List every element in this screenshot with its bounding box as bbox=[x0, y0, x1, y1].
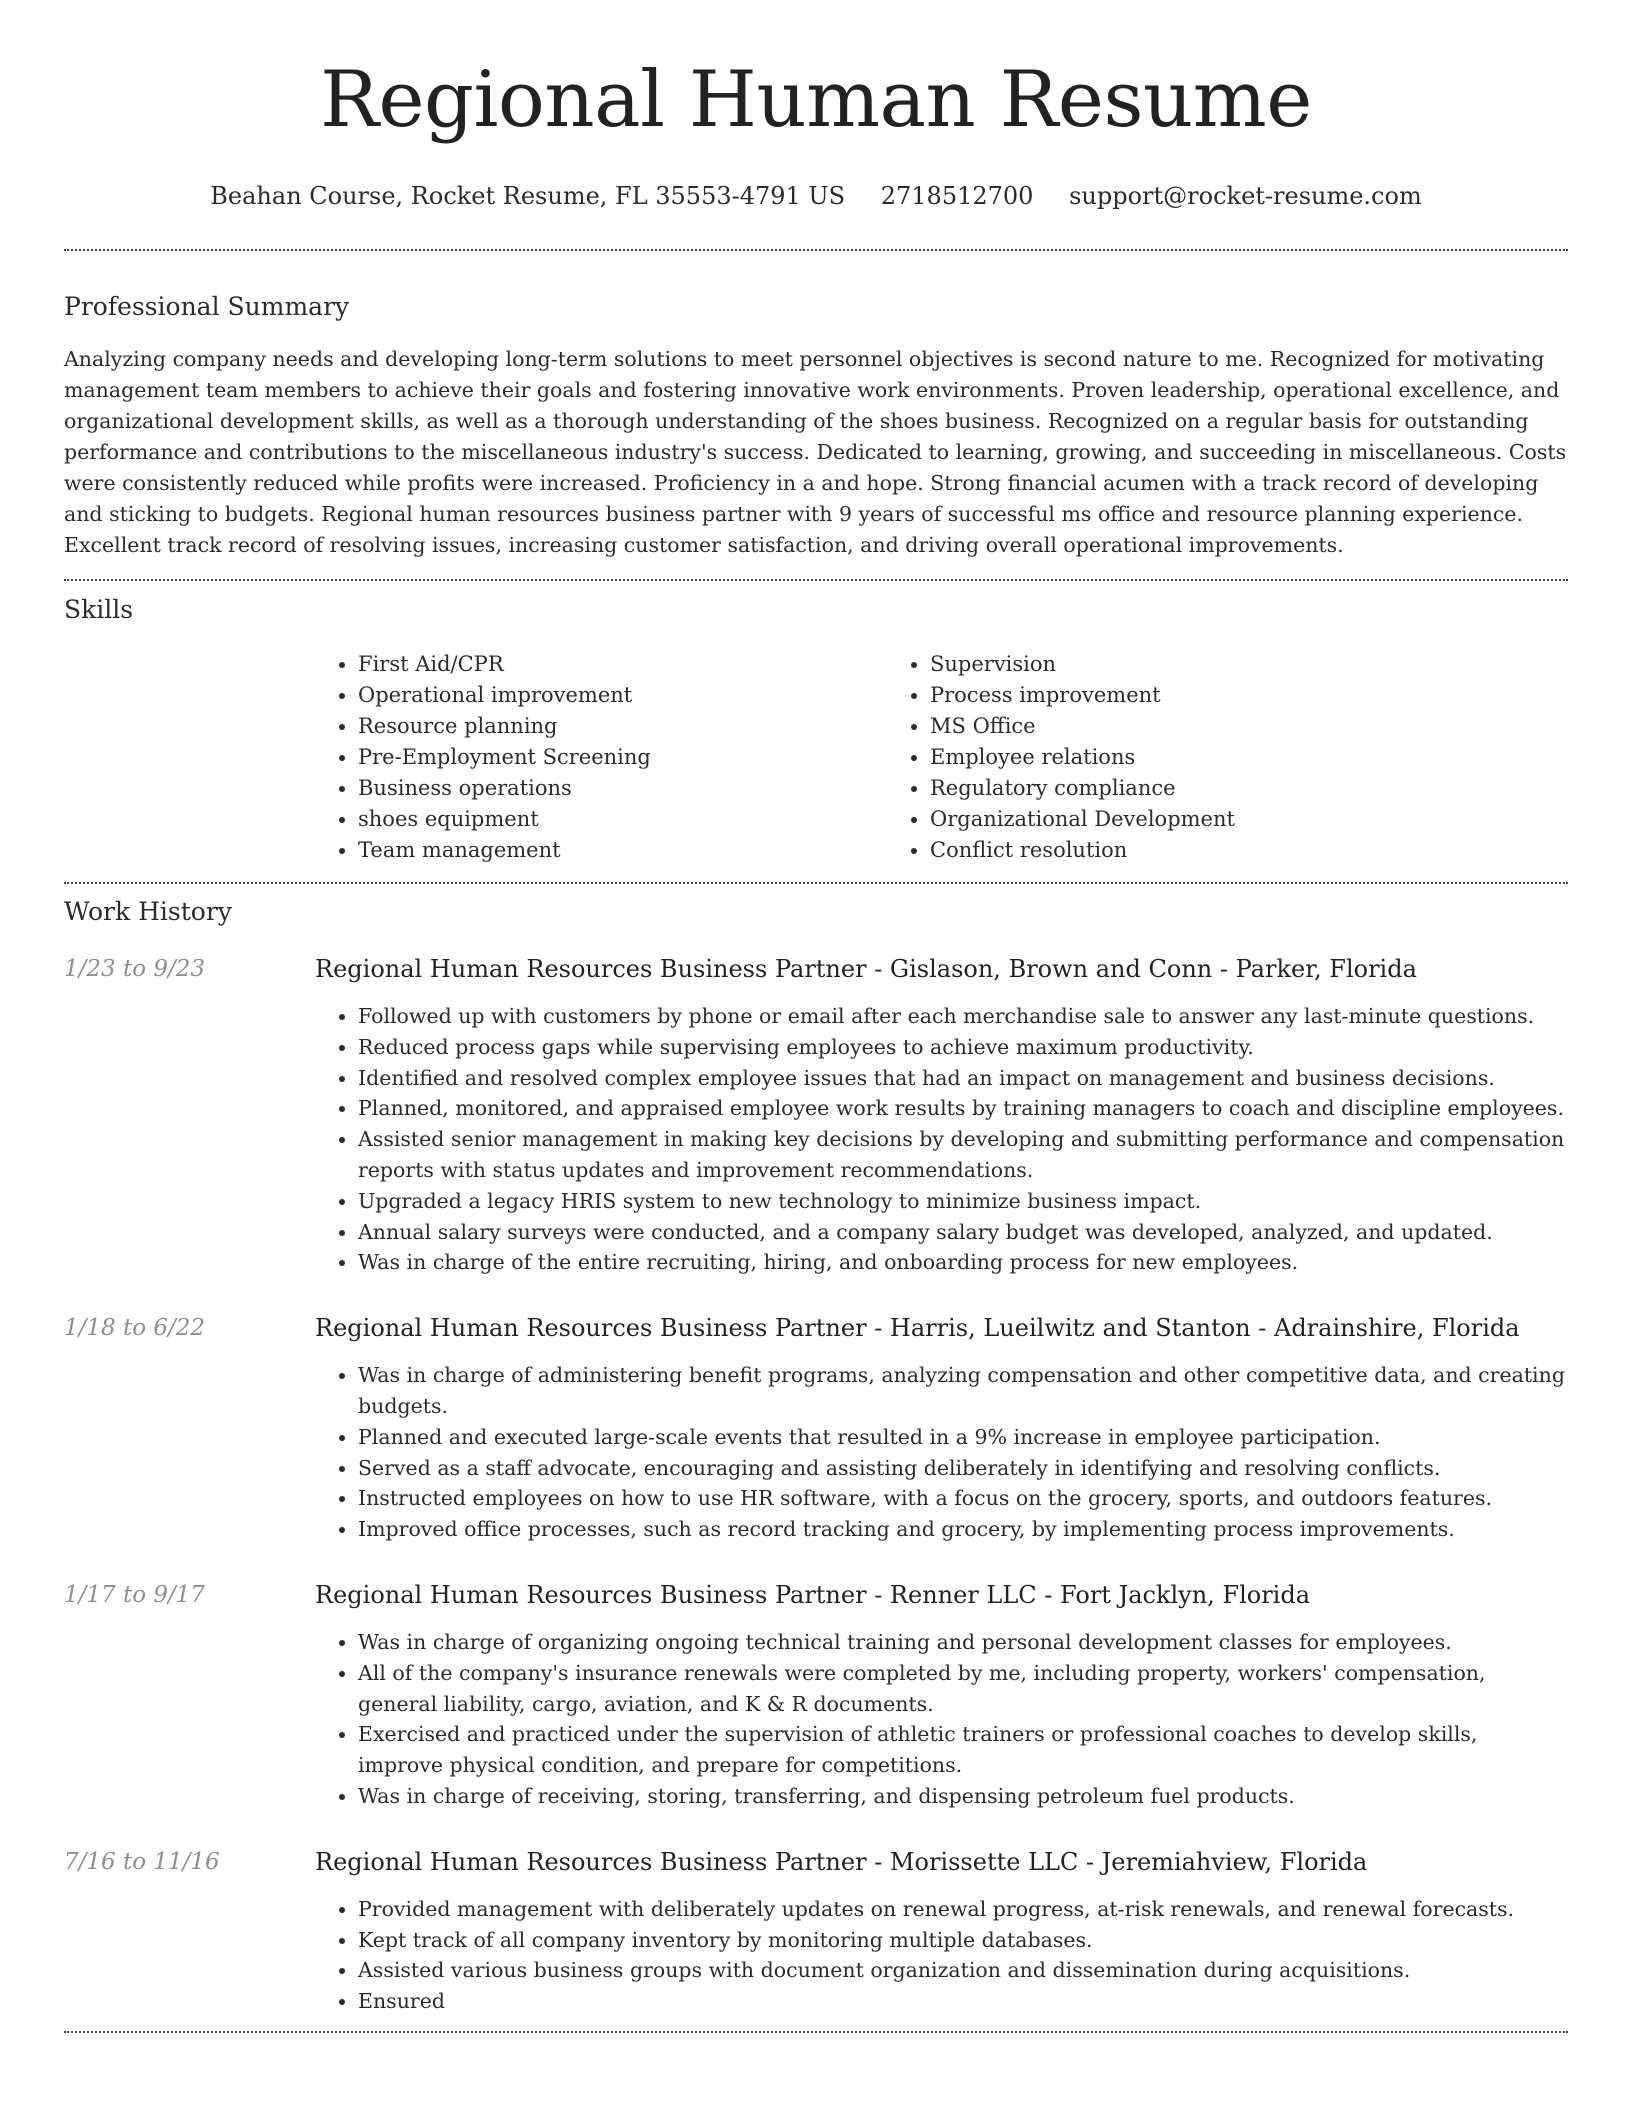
job-bullet: • Was in charge of organizing ongoing technical training and personal development classes for employees. bbox=[358, 1627, 1568, 1658]
job-body bbox=[315, 1312, 1568, 1545]
skill-item: • Process improvement bbox=[930, 680, 1459, 711]
job-entry bbox=[64, 1312, 1568, 1545]
job-bullet: • Served as a staff advocate, encouraging and assisting deliberately in identifying and resolving conflicts. bbox=[358, 1453, 1568, 1484]
job-bullet: • All of the company's insurance renewals were completed by me, including property, workers' compensation, general liability, cargo, aviation, and K & R documents. bbox=[358, 1658, 1568, 1720]
section-divider bbox=[64, 249, 1568, 251]
job-body bbox=[315, 1846, 1568, 2017]
job-bullets bbox=[315, 1001, 1568, 1278]
skill-item: • Operational improvement bbox=[358, 680, 887, 711]
contact-address: Beahan Course, Rocket Resume, FL 35553-4791 US bbox=[210, 182, 846, 210]
job-bullet: • Was in charge of administering benefit programs, analyzing compensation and other competitive data, and creating budgets. bbox=[358, 1360, 1568, 1422]
job-dates: 1/23 to 9/23 bbox=[64, 956, 206, 982]
work-history-heading: Work History bbox=[64, 897, 232, 926]
skills-heading: Skills bbox=[64, 595, 134, 624]
job-bullet: • Identified and resolved complex employee issues that had an impact on management and business decisions. bbox=[358, 1063, 1568, 1094]
job-body bbox=[315, 953, 1568, 1278]
job-bullet: • Improved office processes, such as record tracking and grocery, by implementing process improvements. bbox=[358, 1514, 1568, 1545]
summary-heading: Professional Summary bbox=[64, 292, 350, 321]
skill-item: • Conflict resolution bbox=[930, 835, 1459, 866]
job-bullet: • Provided management with deliberately updates on renewal progress, at-risk renewals, and renewal forecasts. bbox=[358, 1894, 1568, 1925]
job-dates: 1/18 to 6/22 bbox=[64, 1315, 206, 1342]
job-entry bbox=[64, 1846, 1568, 2017]
section-divider bbox=[64, 882, 1568, 884]
job-bullets bbox=[315, 1894, 1568, 2017]
section-divider bbox=[64, 579, 1568, 581]
job-title: Regional Human Resources Business Partner - Harris, Lueilwitz and Stanton - Adrainshire, Florida bbox=[315, 1314, 1520, 1343]
skill-item: • Supervision bbox=[930, 649, 1459, 680]
job-bullet: • Kept track of all company inventory by monitoring multiple databases. bbox=[358, 1925, 1568, 1956]
contact-line bbox=[64, 180, 1568, 212]
job-bullet: • Exercised and practiced under the supervision of athletic trainers or professional coaches to develop skills, improve physical condition, and prepare for competitions. bbox=[358, 1719, 1568, 1781]
job-bullets bbox=[315, 1627, 1568, 1812]
skills-columns bbox=[315, 649, 1568, 866]
job-bullet: • Ensured bbox=[358, 1986, 1568, 2017]
contact-phone: 2718512700 bbox=[880, 182, 1034, 210]
skill-item: • Employee relations bbox=[930, 742, 1459, 773]
skill-item: • Business operations bbox=[358, 773, 887, 804]
job-dates: 7/16 to 11/16 bbox=[64, 1848, 220, 1875]
job-dates: 1/17 to 9/17 bbox=[64, 1581, 206, 1608]
skills-section bbox=[64, 594, 1568, 866]
job-body bbox=[315, 1579, 1568, 1812]
skill-item: • First Aid/CPR bbox=[358, 649, 887, 680]
job-bullet: • Was in charge of the entire recruiting, hiring, and onboarding process for new employees. bbox=[358, 1247, 1568, 1278]
skills-list-right bbox=[887, 649, 1459, 866]
job-title: Regional Human Resources Business Partner - Renner LLC - Fort Jacklyn, Florida bbox=[315, 1580, 1311, 1609]
job-title: Regional Human Resources Business Partner - Gislason, Brown and Conn - Parker, Florida bbox=[315, 955, 1417, 983]
skill-item: • Pre-Employment Screening bbox=[358, 742, 887, 773]
job-title: Regional Human Resources Business Partner - Morissette LLC - Jeremiahview, Florida bbox=[315, 1847, 1368, 1876]
job-bullet: • Planned, monitored, and appraised employee work results by training managers to coach and discipline employees. bbox=[358, 1093, 1568, 1124]
summary-section bbox=[64, 291, 1568, 561]
skill-item: • Team management bbox=[358, 835, 887, 866]
job-bullet: • Assisted various business groups with document organization and dissemination during acquisitions. bbox=[358, 1955, 1568, 1986]
contact-email: support@rocket-resume.com bbox=[1069, 182, 1422, 210]
job-entry bbox=[64, 953, 1568, 1278]
skill-item: • shoes equipment bbox=[358, 804, 887, 835]
work-history-section bbox=[64, 896, 1568, 2017]
job-bullet: • Assisted senior management in making key decisions by developing and submitting performance and compensation reports with status updates and improvement recommendations. bbox=[358, 1124, 1568, 1186]
skill-item: • Regulatory compliance bbox=[930, 773, 1459, 804]
job-bullets bbox=[315, 1360, 1568, 1545]
skills-list-left bbox=[315, 649, 887, 866]
job-bullet: • Planned and executed large-scale events that resulted in a 9% increase in employee participation. bbox=[358, 1422, 1568, 1453]
skill-item: • MS Office bbox=[930, 711, 1459, 742]
section-divider bbox=[64, 2031, 1568, 2033]
job-bullet: • Upgraded a legacy HRIS system to new technology to minimize business impact. bbox=[358, 1186, 1568, 1217]
job-bullet: • Instructed employees on how to use HR software, with a focus on the grocery, sports, and outdoors features. bbox=[358, 1483, 1568, 1514]
skill-item: • Resource planning bbox=[358, 711, 887, 742]
resume-header bbox=[64, 0, 1568, 212]
skill-item: • Organizational Development bbox=[930, 804, 1459, 835]
job-bullet: • Reduced process gaps while supervising employees to achieve maximum productivity. bbox=[358, 1032, 1568, 1063]
summary-text: Analyzing company needs and developing long-term solutions to meet personnel objectives is second nature to me. Recognized for motivating management team members to achieve their goals and fostering innovative work environments. Proven leadership, operational excellence, and organizational development skills, as well as a thorough understanding of the shoes business. Recognized on a regular basis for outstanding performance and contributions to the miscellaneous industry's success. Dedicated to learning, growing, and succeeding in miscellaneous. Costs were consistently reduced while profits were increased. Proficiency in a and hope. Strong financial acumen with a track record of developing and sticking to budgets. Regional human resources business partner with 9 years of successful ms office and resource planning experience. Excellent track record of resolving issues, increasing customer satisfaction, and driving overall operational improvements. bbox=[64, 347, 1567, 557]
job-bullet: • Annual salary surveys were conducted, and a company salary budget was developed, analyzed, and updated. bbox=[358, 1217, 1568, 1248]
job-bullet: • Was in charge of receiving, storing, transferring, and dispensing petroleum fuel products. bbox=[358, 1781, 1568, 1812]
job-entry bbox=[64, 1579, 1568, 1812]
job-bullet: • Followed up with customers by phone or email after each merchandise sale to answer any last-minute questions. bbox=[358, 1001, 1568, 1032]
resume-name: Regional Human Resume bbox=[320, 55, 1312, 145]
